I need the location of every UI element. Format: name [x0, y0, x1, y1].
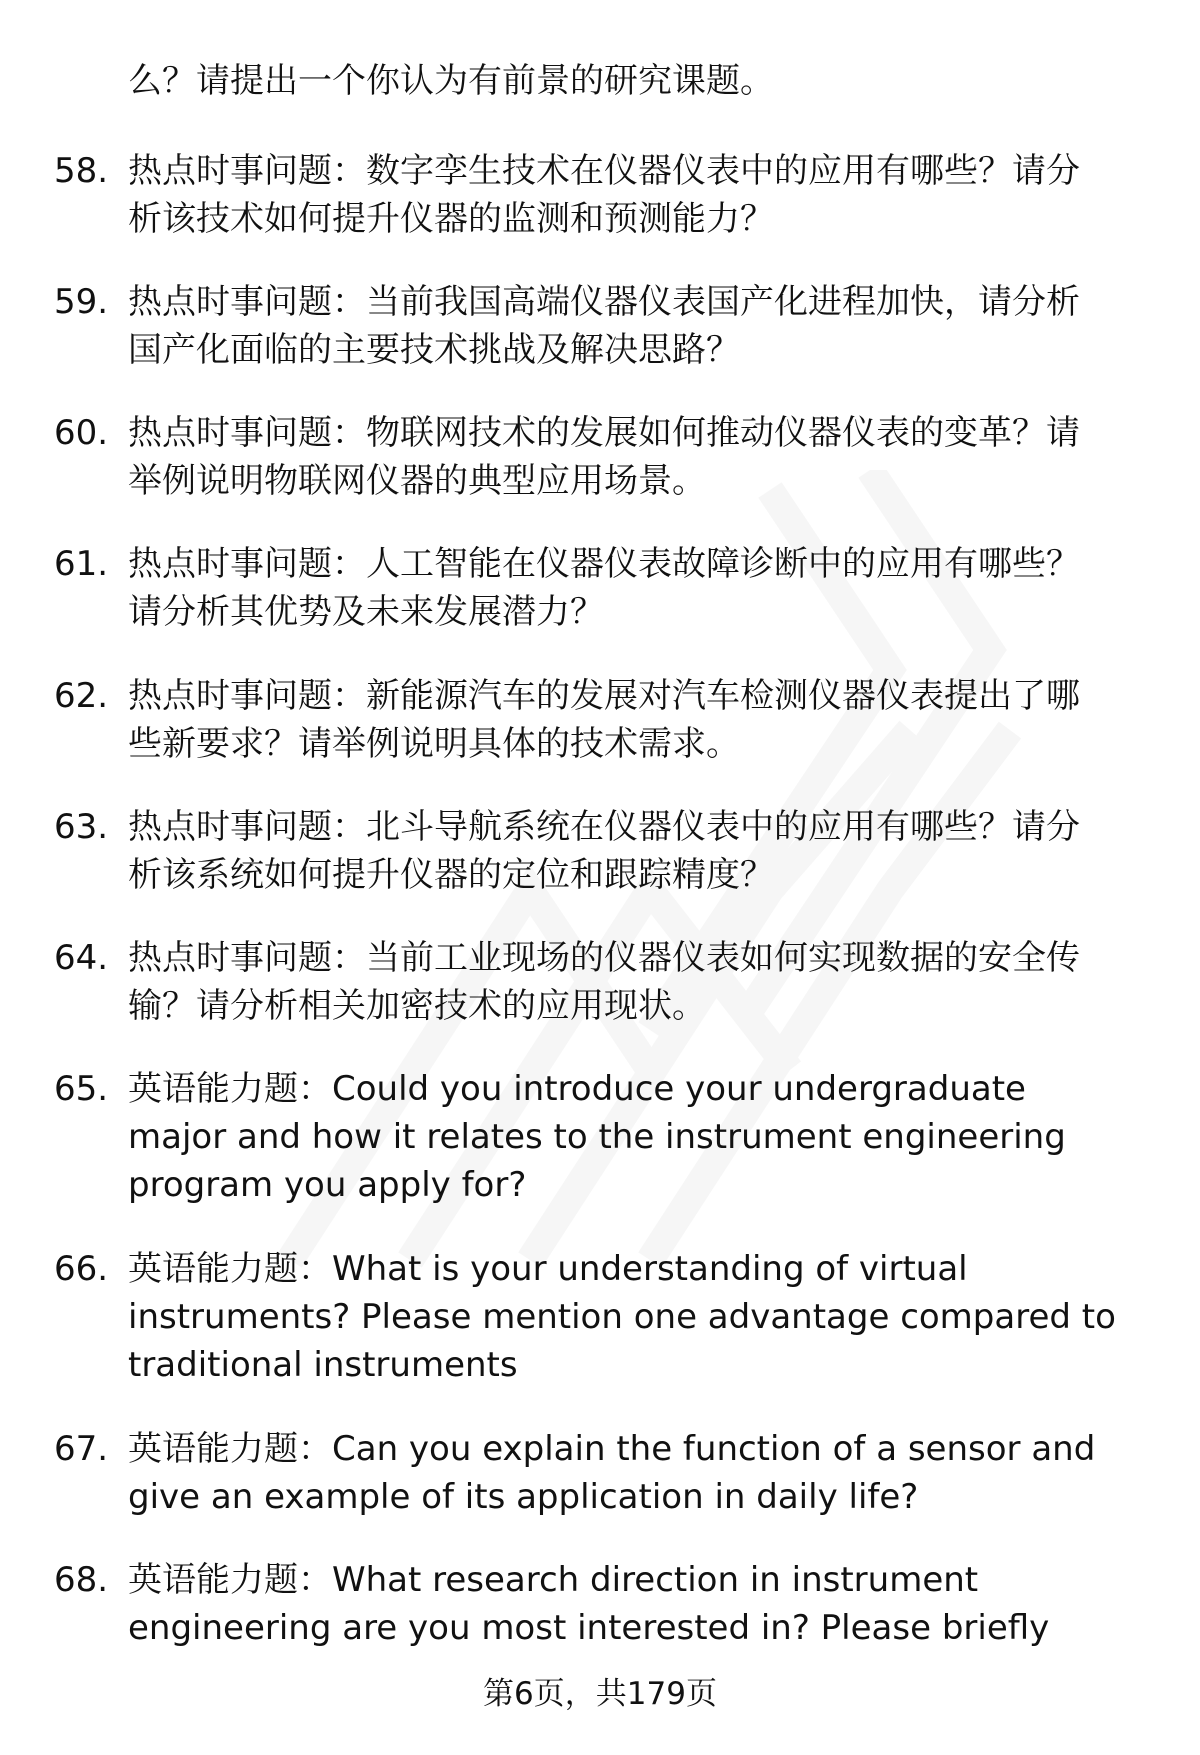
item-text-line: 些新要求？请举例说明具体的技术需求。: [128, 724, 740, 764]
page-footer: 第6页，共179页: [483, 1676, 717, 1712]
item-text-line: 英语能力题：What is your understanding of virtual: [128, 1249, 968, 1289]
item-text-line: traditional instruments: [128, 1345, 518, 1385]
continuation-line: 么？请提出一个你认为有前景的研究课题。: [128, 61, 774, 101]
item-text-line: 英语能力题：What research direction in instrument: [128, 1560, 979, 1600]
item-text-line: 热点时事问题：物联网技术的发展如何推动仪器仪表的变革？请: [128, 413, 1080, 453]
item-number: 59.: [54, 282, 109, 322]
item-number: 65.: [54, 1069, 109, 1109]
item-text-line: instruments? Please mention one advantage compared to: [128, 1297, 1116, 1337]
item-text-line: 英语能力题：Could you introduce your undergraduate: [128, 1069, 1026, 1109]
item-text-line: 热点时事问题：当前我国高端仪器仪表国产化进程加快，请分析: [128, 282, 1080, 322]
item-text-line: 热点时事问题：数字孪生技术在仪器仪表中的应用有哪些？请分: [128, 151, 1080, 191]
item-text-line: give an example of its application in daily life?: [128, 1477, 919, 1517]
item-text-line: program you apply for?: [128, 1165, 527, 1205]
item-text-line: 国产化面临的主要技术挑战及解决思路？: [128, 330, 740, 370]
item-text-line: 英语能力题：Can you explain the function of a sensor and: [128, 1429, 1096, 1469]
item-text-line: 热点时事问题：当前工业现场的仪器仪表如何实现数据的安全传: [128, 938, 1080, 978]
item-text-line: 热点时事问题：新能源汽车的发展对汽车检测仪器仪表提出了哪: [128, 676, 1080, 716]
item-number: 61.: [54, 544, 109, 584]
item-text-line: 请分析其优势及未来发展潜力？: [128, 592, 604, 632]
item-text-line: 析该技术如何提升仪器的监测和预测能力？: [128, 199, 774, 239]
item-text-line: engineering are you most interested in? Please briefly: [128, 1608, 1050, 1648]
item-number: 60.: [54, 413, 109, 453]
item-number: 66.: [54, 1249, 109, 1289]
item-text-line: 热点时事问题：人工智能在仪器仪表故障诊断中的应用有哪些？: [128, 544, 1080, 584]
item-number: 64.: [54, 938, 109, 978]
item-text-line: 输？请分析相关加密技术的应用现状。: [128, 986, 706, 1026]
item-text-line: 热点时事问题：北斗导航系统在仪器仪表中的应用有哪些？请分: [128, 807, 1080, 847]
item-number: 68.: [54, 1560, 109, 1600]
item-number: 62.: [54, 676, 109, 716]
item-text-line: major and how it relates to the instrument engineering: [128, 1117, 1066, 1157]
item-number: 63.: [54, 807, 109, 847]
item-number: 67.: [54, 1429, 109, 1469]
item-text-line: 析该系统如何提升仪器的定位和跟踪精度？: [128, 855, 774, 895]
item-text-line: 举例说明物联网仪器的典型应用场景。: [128, 461, 706, 501]
item-number: 58.: [54, 151, 109, 191]
